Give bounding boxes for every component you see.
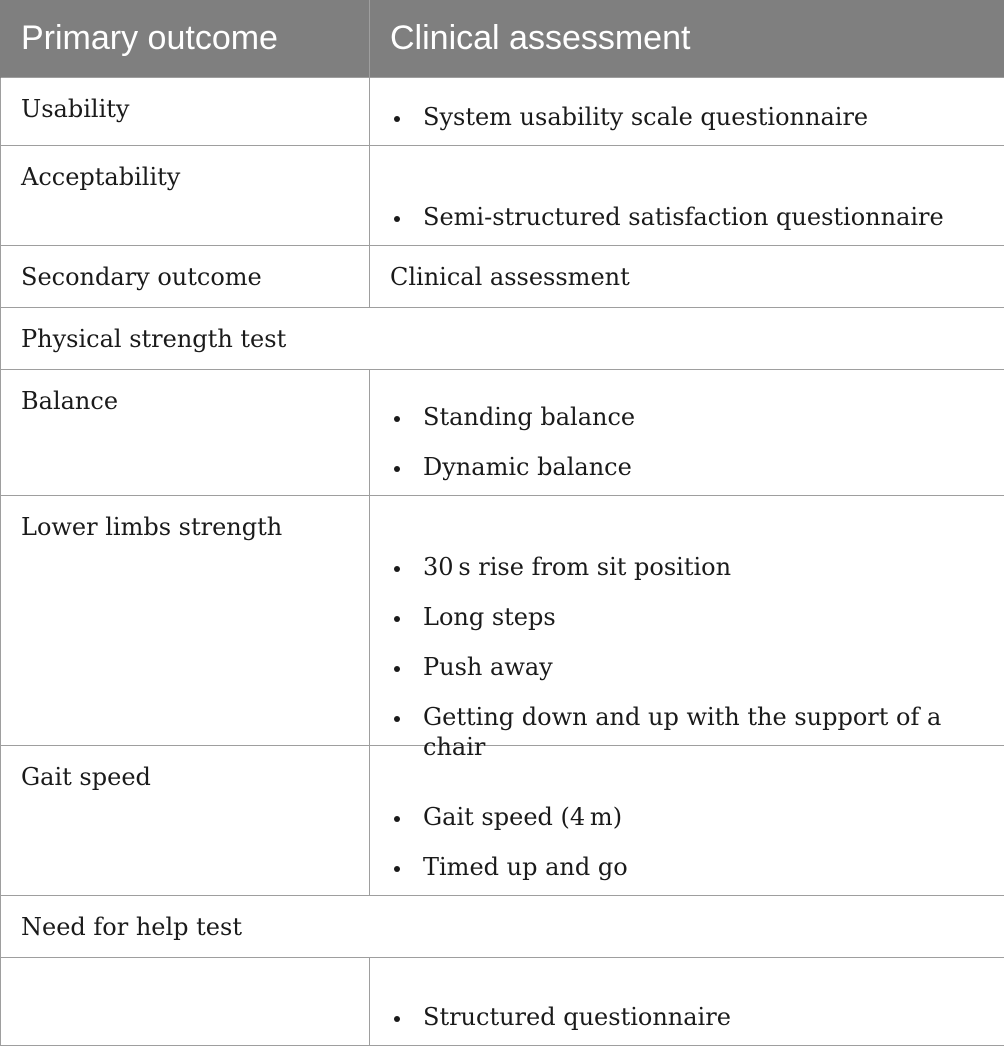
row-label: Balance <box>1 370 370 496</box>
list-item: Structured questionnaire <box>390 1002 1004 1032</box>
row-label: Usability <box>1 78 370 146</box>
list-item: Getting down and up with the support of a chair <box>390 702 1004 732</box>
header-row <box>1 0 1004 78</box>
list-item: Timed up and go <box>390 852 1004 882</box>
table-row-secondary-outcome <box>1 246 1004 308</box>
row-assessment <box>370 958 1004 1046</box>
table-row-usability <box>1 78 1004 146</box>
table-row-need-for-help-test <box>1 896 1004 958</box>
list-item: 30 s rise from sit position <box>390 552 1004 602</box>
list-item: Push away <box>390 652 1004 702</box>
row-assessment <box>370 370 1004 496</box>
assessment-list <box>390 1002 1004 1032</box>
table-row-lower-limbs-strength <box>1 496 1004 746</box>
assessment-list <box>390 202 1004 232</box>
list-item: Standing balance <box>390 402 1004 452</box>
header-clinical-assessment: Clinical assessment <box>370 0 1004 78</box>
table-row-gait-speed <box>1 746 1004 896</box>
row-assessment <box>370 496 1004 761</box>
list-item: Gait speed (4 m) <box>390 802 1004 852</box>
section-label: Physical strength test <box>1 308 1004 370</box>
row-label: Lower limbs strength <box>1 496 370 746</box>
secondary-clinical-assessment-label: Clinical assessment <box>370 246 1004 308</box>
assessment-list <box>390 102 1004 132</box>
section-label: Need for help test <box>1 896 1004 958</box>
row-assessment <box>370 78 1004 146</box>
row-assessment <box>370 146 1004 246</box>
row-label: Acceptability <box>1 146 370 246</box>
list-item: Long steps <box>390 602 1004 652</box>
list-item: Dynamic balance <box>390 452 1004 482</box>
list-item: Semi-structured satisfaction questionnaire <box>390 202 1004 232</box>
row-label <box>1 958 370 1046</box>
assessment-list <box>390 802 1004 882</box>
table-row-acceptability <box>1 146 1004 246</box>
list-item: System usability scale questionnaire <box>390 102 1004 132</box>
assessment-list <box>390 552 1004 761</box>
table-row-balance <box>1 370 1004 496</box>
secondary-outcome-label: Secondary outcome <box>1 246 370 308</box>
assessment-list <box>390 402 1004 482</box>
row-label: Gait speed <box>1 746 370 896</box>
table-row-physical-strength-test <box>1 308 1004 370</box>
table-row-structured-questionnaire <box>1 958 1004 1046</box>
row-assessment <box>370 746 1004 896</box>
header-primary-outcome: Primary outcome <box>1 0 370 78</box>
